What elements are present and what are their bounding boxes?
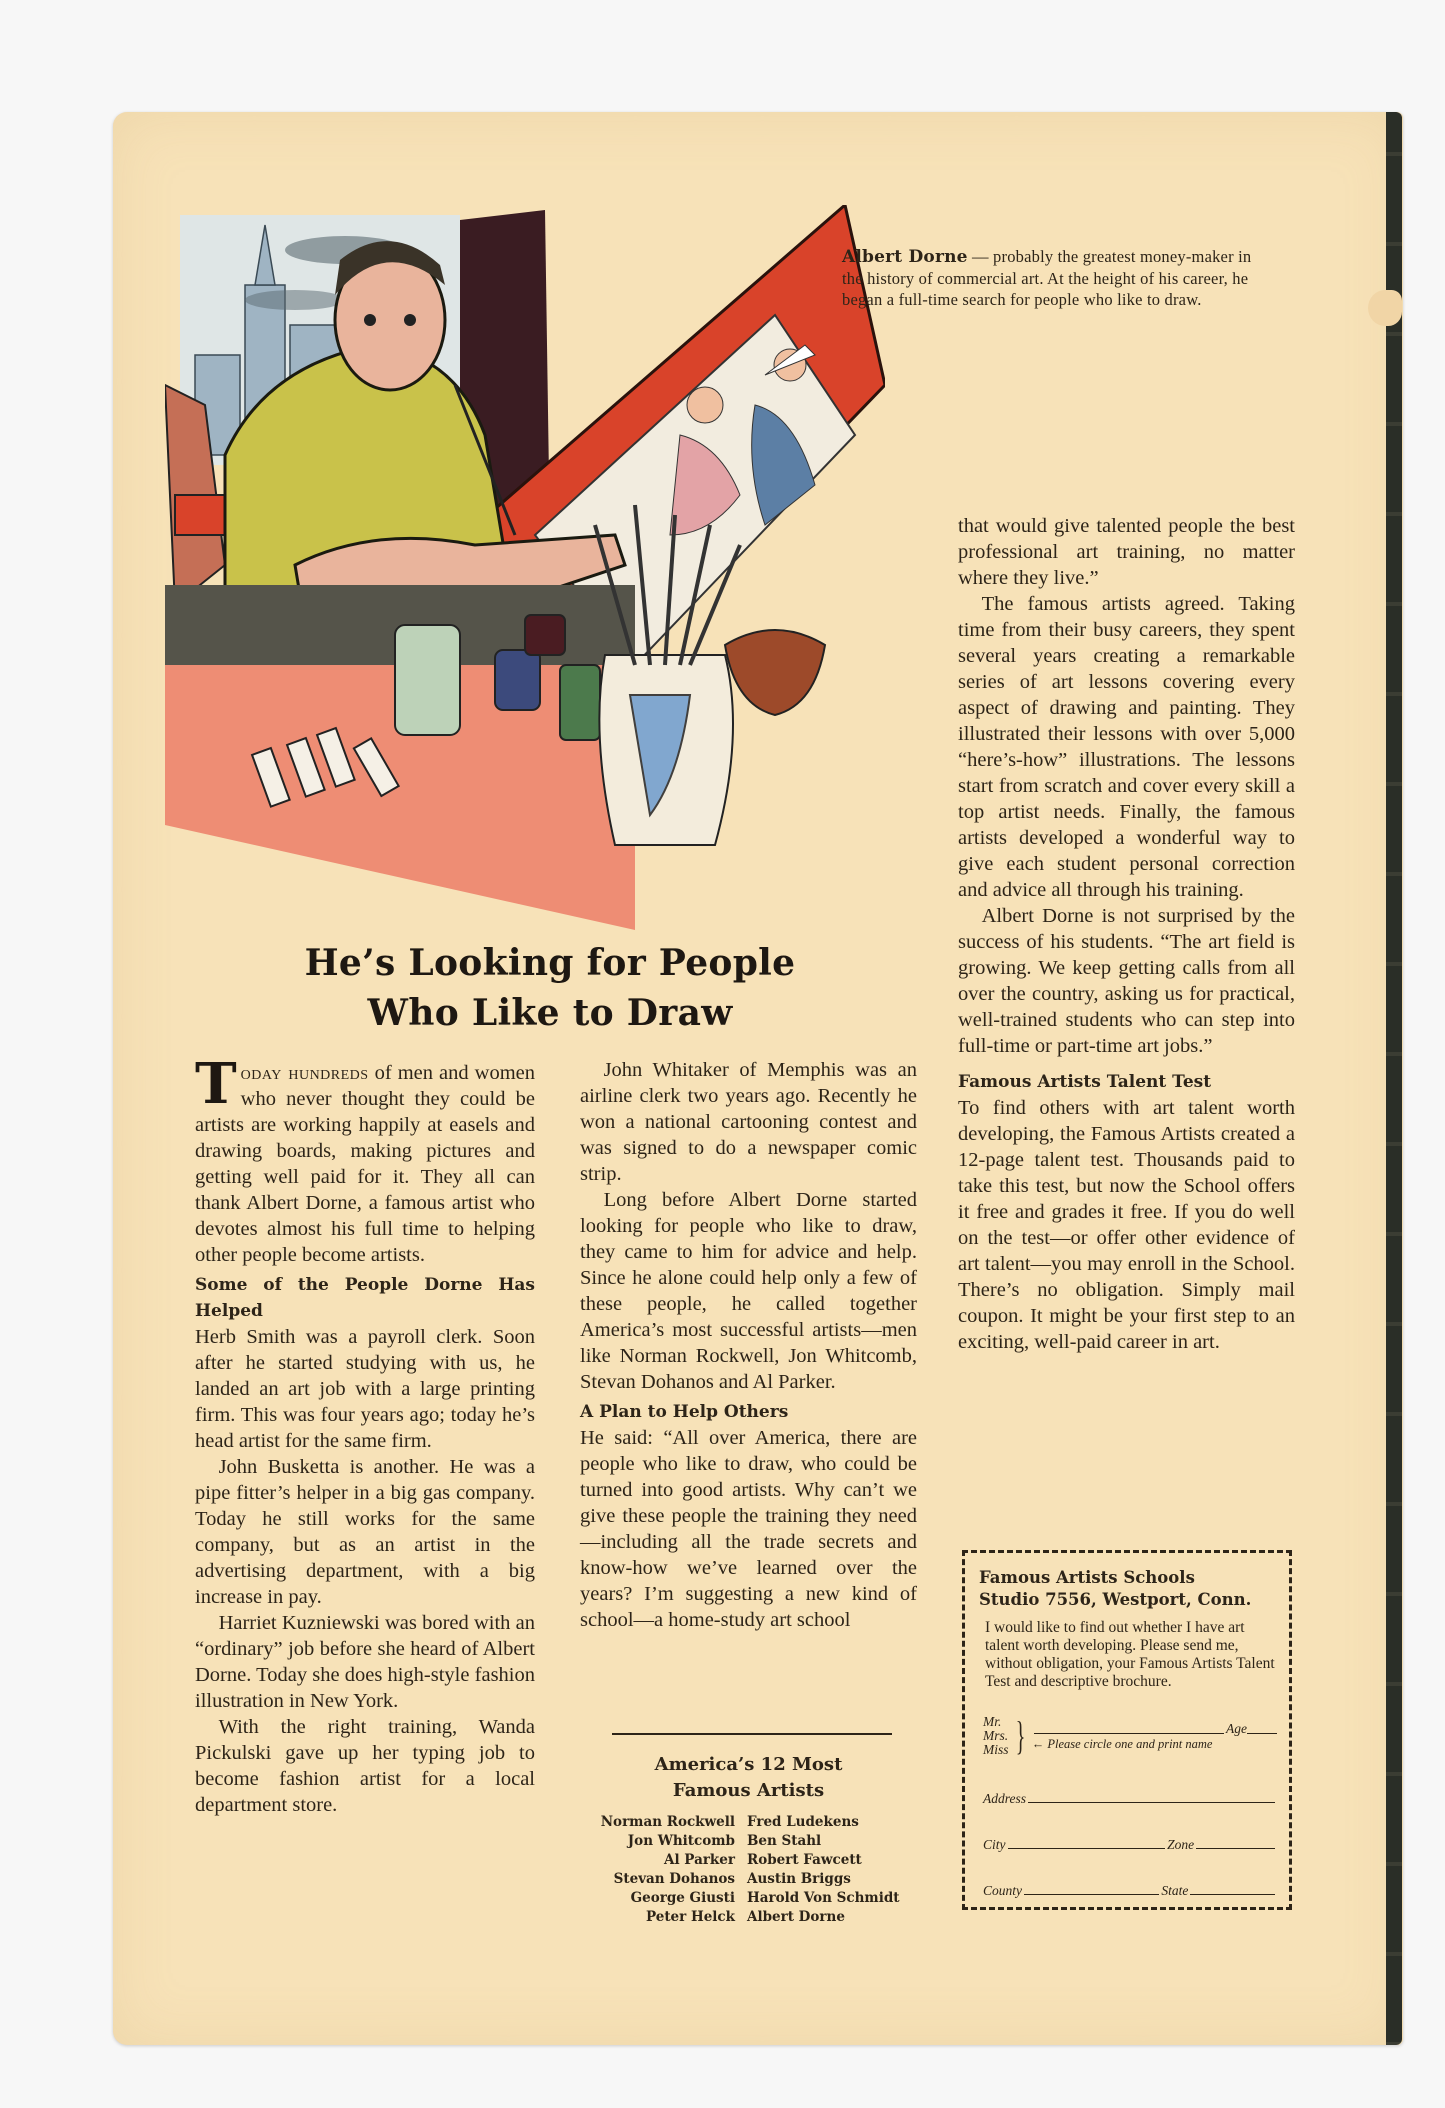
famous-artists-list: [575, 1813, 930, 1927]
name-row: [983, 1711, 1277, 1761]
coupon-title: [979, 1567, 1277, 1611]
paragraph: John Whitaker of Memphis was an airline clerk two years ago. Recently he won a national cartooning contest and was signed to do a newspaper comic strip.: [580, 1059, 917, 1185]
paragraph: that would give talented people the best professional art training, no matter where they live.”: [958, 515, 1295, 589]
county-field[interactable]: [1024, 1894, 1159, 1895]
article-column-1: [195, 1051, 535, 1818]
illustration-caption: [842, 246, 1262, 310]
artist-name: Austin Briggs: [747, 1871, 851, 1887]
paragraph: Albert Dorne is not surprised by the success of his students. “The art field is growing. We keep getting calls from all over the country, asking us for practical, well-trained students who can step into full-time or part-time art jobs.”: [958, 905, 1295, 1057]
zone-field[interactable]: [1196, 1848, 1275, 1849]
section-heading-plan: A Plan to Help Others: [580, 1402, 789, 1422]
county-label: County: [983, 1883, 1022, 1898]
address-field[interactable]: [1028, 1802, 1275, 1803]
artist-name: Ben Stahl: [747, 1833, 822, 1849]
divider-rule: [612, 1733, 892, 1735]
artist-name: Norman Rockwell: [600, 1814, 735, 1830]
coupon-address: Studio 7556, Westport, Conn.: [979, 1590, 1252, 1609]
article-column-3: [958, 513, 1295, 1355]
coupon-body: I would like to find out whether I have art talent worth developing. Please send me, without obligation, your Famous Artists Talent Test and descriptive brochure.: [985, 1619, 1275, 1690]
artist-name: George Giusti: [630, 1890, 735, 1906]
intro-paragraph: [195, 1051, 535, 1268]
headline-line-2: Who Like to Draw: [367, 992, 733, 1034]
name-hint: ← Please circle one and print name: [1031, 1736, 1213, 1751]
mail-in-coupon[interactable]: [962, 1550, 1292, 1910]
caption-name: Albert Dorne: [842, 247, 968, 267]
name-field[interactable]: [1032, 1721, 1277, 1737]
salutation-options[interactable]: [983, 1715, 1009, 1757]
paragraph: To find others with art talent worth developing, the Famous Artists created a 12-page talent test. Thousands paid to take this test, but now the School offers it free and grades it free. If you do well on the test—or offer other evidence of art talent—you may enroll in the School. There’s no obligation. Simply mail coupon. It might be your first step to an exciting, well-paid career in art.: [958, 1097, 1295, 1353]
name-area: [1032, 1721, 1277, 1752]
state-field[interactable]: [1190, 1894, 1275, 1895]
county-state-row: [983, 1853, 1277, 1899]
zone-label: Zone: [1167, 1837, 1195, 1852]
spine-tear: [1368, 290, 1402, 326]
artist-name: Peter Helck: [645, 1909, 735, 1925]
article-column-2: [580, 1057, 917, 1633]
age-label: Age: [1226, 1720, 1247, 1736]
state-label: State: [1161, 1883, 1189, 1898]
artist-name: Harold Von Schmidt: [747, 1890, 900, 1906]
headline-line-1: He’s Looking for People: [304, 942, 796, 984]
caption-text: — probably the greatest money-maker in the history of commercial art. At the height of his career, he began a full-time search for people who like to draw.: [842, 247, 1252, 309]
spine-edge: [1386, 112, 1402, 2045]
brace-icon: }: [1015, 1713, 1025, 1758]
coupon-form: [979, 1711, 1277, 1899]
paragraph: He said: “All over America, there are people who like to draw, who could be turned into good artists. Why can’t we give these people the training they need—including all the trade secrets and know-how we’ve learned over the years? I’m suggesting a new kind of school—a home-study art school: [580, 1427, 917, 1631]
salutation-mr[interactable]: Mr.: [983, 1714, 1002, 1729]
artist-name: Al Parker: [663, 1852, 735, 1868]
salutation-miss[interactable]: Miss: [983, 1742, 1009, 1757]
city-label: City: [983, 1837, 1006, 1852]
paragraph: With the right training, Wanda Pickulski gave up her typing job to become fashion artist for a local department store.: [195, 1716, 535, 1816]
artists-title-line-1: America’s 12 Most: [654, 1754, 843, 1775]
address-label: Address: [983, 1791, 1026, 1806]
artist-name: Jon Whitcomb: [627, 1833, 735, 1849]
section-heading-people-helped: Some of the People Dorne Has Helped: [195, 1275, 535, 1321]
artist-name: Albert Dorne: [747, 1909, 845, 1925]
paragraph: Harriet Kuzniewski was bored with an “ordinary” job before she heard of Albert Dorne. Today she does high-style fashion illustration in New York.: [195, 1612, 535, 1712]
drop-cap: T: [195, 1051, 237, 1117]
address-row: [983, 1761, 1277, 1807]
section-heading-talent-test: Famous Artists Talent Test: [958, 1072, 1212, 1092]
name-line[interactable]: [1034, 1733, 1224, 1734]
city-field[interactable]: [1008, 1848, 1166, 1849]
city-zone-row: [983, 1807, 1277, 1853]
salutation-mrs[interactable]: Mrs.: [983, 1728, 1009, 1743]
intro-text: of men and women who never thought they could be artists are working happily at easels and drawing boards, making pictures and getting well paid for it. They all can thank Albert Dorne, a famous artist who devotes almost his full time to helping other people become artists.: [195, 1062, 535, 1266]
paragraph: John Busketta is another. He was a pipe fitter’s helper in a big gas company. Today he still works for the same company, but as an artist in the advertising department, with a big increase in pay.: [195, 1456, 535, 1608]
albert-dorne-illustration: [165, 205, 885, 930]
paragraph: Long before Albert Dorne started looking for people who like to draw, they came to him for advice and help. Since he alone could help only a few of these people, he called together America’s most successful artists—men like Norman Rockwell, Jon Whitcomb, Stevan Dohanos and Al Parker.: [580, 1189, 917, 1393]
artist-name: Robert Fawcett: [747, 1852, 862, 1868]
ad-headline: [190, 938, 910, 1038]
artists-title-line-2: Famous Artists: [672, 1780, 825, 1801]
artists-box-title: [580, 1752, 917, 1804]
coupon-school-name: Famous Artists Schools: [979, 1568, 1195, 1587]
intro-lead: oday hundreds: [240, 1062, 369, 1084]
age-field[interactable]: [1247, 1733, 1277, 1734]
artist-name: Stevan Dohanos: [613, 1871, 735, 1887]
paragraph: The famous artists agreed. Taking time from their busy careers, they spent several years creating a remarkable series of art lessons covering every aspect of drawing and painting. They illustrated their lessons with over 5,000 “here’s-how” illustrations. The lessons start from scratch and cover every skill a top artist needs. Finally, the famous artists developed a wonderful way to give each student personal correction and advice all through his training.: [958, 593, 1295, 901]
paragraph: Herb Smith was a payroll clerk. Soon after he started studying with us, he landed an art job with a large printing firm. This was four years ago; today he’s head artist for the same firm.: [195, 1326, 535, 1452]
artist-name: Fred Ludekens: [747, 1814, 859, 1830]
